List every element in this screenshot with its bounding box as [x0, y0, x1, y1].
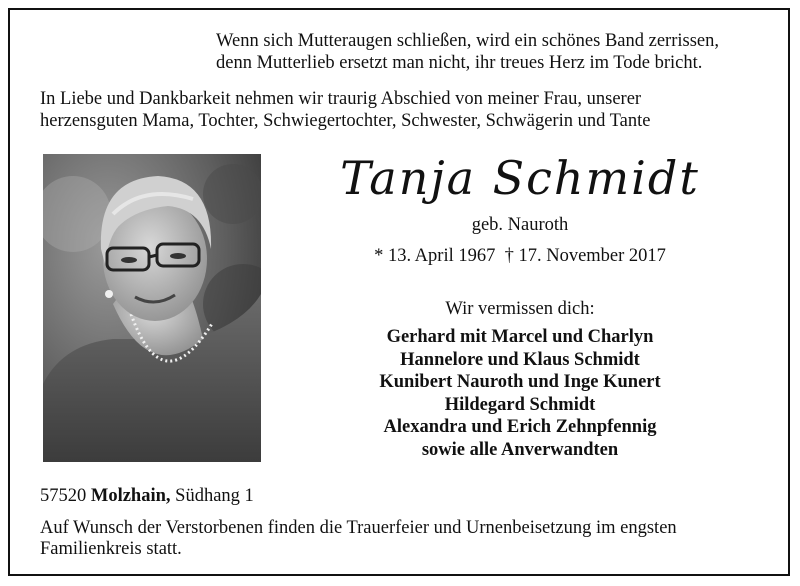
street: Südhang 1: [175, 486, 254, 506]
note-line: Auf Wunsch der Verstorbenen finden die Trauerfeier und Urnenbeisetzung im engsten: [40, 518, 677, 538]
portrait-photo: [43, 154, 261, 462]
mourner-line: Gerhard mit Marcel und Charlyn: [386, 327, 654, 347]
funeral-note: [40, 518, 760, 560]
intro-text: [40, 88, 760, 132]
mourner-line: sowie alle Anverwandten: [421, 439, 619, 460]
postal-code: 57520: [40, 486, 87, 506]
mourner-line: Hildegard Schmidt: [444, 394, 596, 415]
poem-line: denn Mutterlieb ersetzt man nicht, ihr treues Herz im Tode bricht.: [216, 53, 703, 73]
mourner-line: Alexandra und Erich Zehnpfennig: [383, 417, 657, 437]
mourning-heading: Wir vermissen dich:: [445, 299, 595, 319]
poem-line: Wenn sich Mutteraugen schließen, wird ein schönes Band zerrissen,: [216, 31, 720, 51]
town: Molzhain,: [90, 486, 171, 506]
intro-line: In Liebe und Dankbarkeit nehmen wir traurig Abschied von meiner Frau, unserer: [40, 89, 642, 109]
mourner-line: Hannelore und Klaus Schmidt: [400, 349, 640, 370]
poem: [216, 30, 776, 74]
mourner-line: Kunibert Nauroth und Inge Kunert: [379, 372, 661, 392]
deceased-name: Tanja Schmidt: [340, 151, 700, 205]
mourners-list: [296, 326, 744, 461]
maiden-name: geb. Nauroth: [471, 215, 569, 235]
address: [40, 485, 540, 507]
life-dates: * 13. April 1967 † 17. November 2017: [374, 246, 666, 266]
note-line: Familienkreis statt.: [40, 539, 182, 559]
intro-line: herzensguten Mama, Tochter, Schwiegertochter, Schwester, Schwägerin und Tante: [40, 111, 651, 131]
